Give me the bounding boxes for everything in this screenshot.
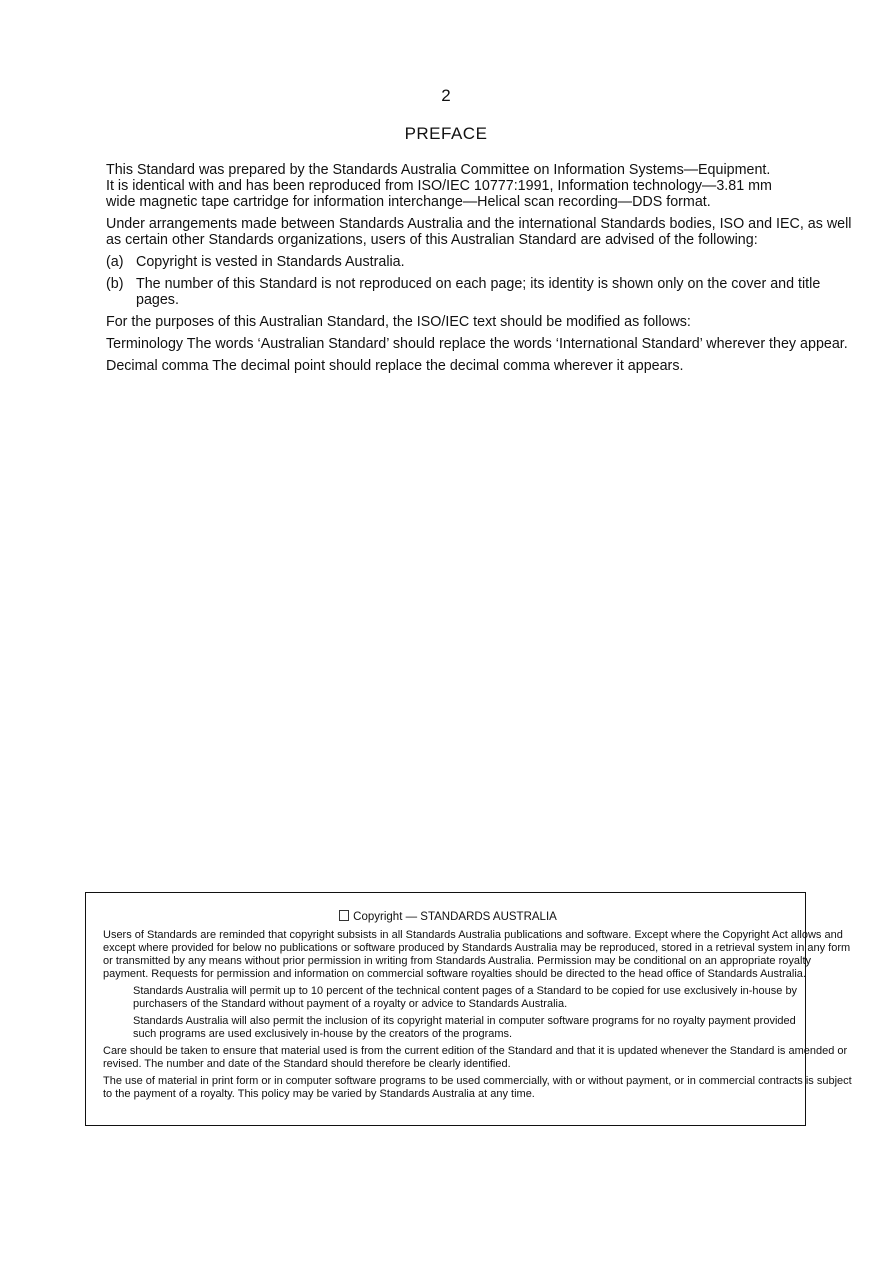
paragraph-committee	[106, 162, 858, 210]
copyright-notice-content	[103, 910, 855, 1105]
list-text: Copyright is vested in Standards Australia.	[136, 254, 405, 270]
paragraph-line: This Standard was prepared by the Standards Australia Committee on Information Systems—Equipment.	[106, 162, 771, 178]
paragraph-decimal	[106, 358, 858, 374]
paragraph-purposes: For the purposes of this Australian Standard, the ISO/IEC text should be modified as follows:	[106, 314, 691, 330]
copyright-paragraph: Care should be taken to ensure that material used is from the current edition of the Standard and that it is updated whenever the Standard is amended or revised. The number and date of the Standard should therefore be clearly identified.	[103, 1045, 848, 1070]
copyright-paragraph: The use of material in print form or in computer software programs to be used commercially, with or without payment, or in commercial contracts is subject to the payment of a royalty. This policy may be varied by Standards Australia at any time.	[103, 1075, 852, 1100]
copyright-icon	[339, 910, 349, 921]
copyright-title	[103, 910, 793, 924]
copyright-indent-paragraph: Standards Australia will also permit the inclusion of its copyright material in computer software programs for no royalty payment provided such programs are used exclusively in-house by the creators of the programs.	[133, 1015, 796, 1040]
page-number: 2	[441, 86, 451, 105]
list-item	[106, 276, 858, 308]
copyright-notice-box	[85, 892, 852, 1126]
list-marker: (b)	[106, 276, 124, 292]
copyright-title-text: Copyright — STANDARDS AUSTRALIA	[353, 911, 557, 923]
paragraph-line: wide magnetic tape cartridge for information interchange—Helical scan recording—DDS format.	[106, 194, 711, 210]
decimal-text: The decimal point should replace the decimal comma wherever it appears.	[212, 358, 684, 374]
list-text: The number of this Standard is not reproduced on each page; its identity is shown only on the cover and title pages.	[136, 276, 821, 308]
copyright-paragraph: Users of Standards are reminded that copyright subsists in all Standards Australia publications and software. Except where the Copyright Act allows and except where provided for below no publications or software produced by Standards Australia may be reproduced, stored in a retrieval system in any form or transmitted by any means without prior permission in writing from Standards Australia. Permission may be conditional on an appropriate royalty payment. Requests for permission and information on commercial software royalties should be directed to the head office of Standards Australia.	[103, 929, 851, 980]
list-item	[106, 254, 858, 270]
list-marker: (a)	[106, 254, 124, 270]
preface-body	[106, 162, 858, 380]
terminology-text: The words ‘Australian Standard’ should replace the words ‘International Standard’ wherever they appear.	[186, 336, 848, 352]
paragraph-terminology	[106, 336, 858, 352]
decimal-term: Decimal comma	[106, 358, 209, 374]
paragraph-line: It is identical with and has been reproduced from ISO/IEC 10777:1991, Information technology—3.81 mm	[106, 178, 772, 194]
terminology-term: Terminology	[106, 336, 184, 352]
page-title: PREFACE	[404, 124, 488, 143]
paragraph-arrangements: Under arrangements made between Standards Australia and the international Standards bodies, ISO and IEC, as well as certain other Standards organizations, users of this Australian Standard are advised of the following:	[106, 216, 852, 248]
copyright-indent-paragraph: Standards Australia will permit up to 10 percent of the technical content pages of a Standard to be copied for use exclusively in-house by purchasers of the Standard without payment of a royalty or advice to Standards Australia.	[133, 985, 798, 1010]
